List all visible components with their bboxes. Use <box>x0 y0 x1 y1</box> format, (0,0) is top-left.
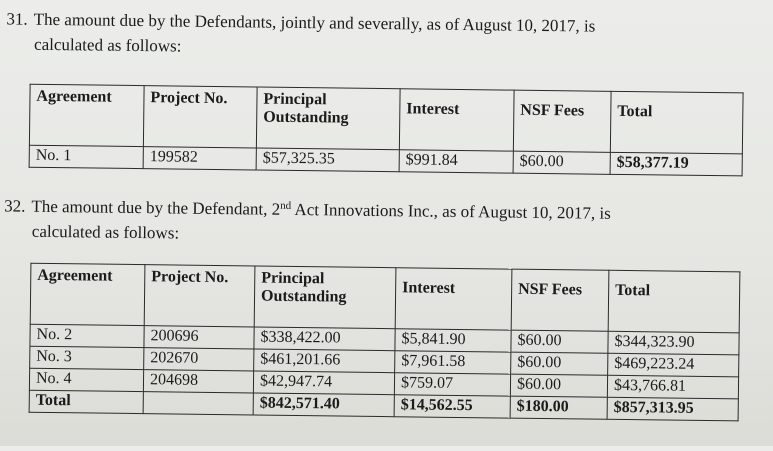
cell-project-no: 199582 <box>143 147 256 170</box>
column-header-nsf-fees: NSF Fees <box>513 90 611 152</box>
cell-agreement: No. 2 <box>30 324 144 347</box>
table-header-row <box>29 84 743 154</box>
cell-project-no: 200696 <box>144 326 254 349</box>
cell-interest: $991.84 <box>399 150 513 173</box>
column-header-agreement: Agreement <box>29 84 144 146</box>
cell-interest: $5,841.90 <box>395 329 511 352</box>
column-header-interest: Interest <box>395 268 512 330</box>
cell-nsf-fees-total: $180.00 <box>510 396 607 419</box>
paragraph-text-tail: Act Innovations Inc., as of August 10, 2017, is <box>291 199 611 223</box>
column-header-interest: Interest <box>399 89 514 151</box>
ordinal-suffix: nd <box>280 199 292 212</box>
paragraph-number: 32. <box>4 196 26 216</box>
cell-nsf-fees: $60.00 <box>510 374 607 397</box>
cell-principal-total: $842,571.40 <box>253 393 394 417</box>
amount-due-table-joint <box>29 84 744 177</box>
cell-principal: $57,325.35 <box>256 148 399 172</box>
paragraph-31 <box>6 6 596 63</box>
cell-nsf-fees: $60.00 <box>513 151 610 174</box>
cell-agreement: No. 1 <box>29 145 143 168</box>
column-header-project-no: Project No. <box>144 265 255 327</box>
cell-total: $58,377.19 <box>610 152 742 176</box>
column-header-total: Total <box>610 91 743 154</box>
cell-agreement: No. 4 <box>29 368 143 391</box>
paragraph-text: The amount due by the Defendant, 2 <box>31 196 281 219</box>
cell-interest-total: $14,562.55 <box>394 395 510 418</box>
column-header-nsf-fees: NSF Fees <box>511 269 609 331</box>
cell-project-no: 204698 <box>143 370 253 393</box>
table-header-row <box>30 263 740 333</box>
cell-principal: $338,422.00 <box>254 327 395 351</box>
paragraph-text-continued: calculated as follows: <box>31 221 180 243</box>
column-header-agreement: Agreement <box>30 263 145 325</box>
cell-project-no <box>143 392 253 415</box>
cell-total-label: Total <box>29 390 143 413</box>
cell-principal: $42,947.74 <box>253 371 394 395</box>
amount-due-table-2nd-act <box>29 263 741 422</box>
cell-interest: $7,961.58 <box>395 351 511 374</box>
cell-grand-total: $857,313.95 <box>607 397 738 421</box>
paragraph-32 <box>4 193 611 250</box>
cell-nsf-fees: $60.00 <box>511 330 608 353</box>
cell-nsf-fees: $60.00 <box>511 352 608 375</box>
column-header-project-no: Project No. <box>143 86 257 148</box>
column-header-principal: Principal Outstanding <box>254 266 396 329</box>
paragraph-text: The amount due by the Defendants, jointly and severally, as of August 10, 2017, is <box>33 9 596 36</box>
cell-agreement: No. 3 <box>30 346 144 369</box>
cell-total: $344,323.90 <box>608 331 739 355</box>
cell-project-no: 202670 <box>144 348 254 371</box>
cell-interest: $759.07 <box>394 373 510 396</box>
cell-total: $43,766.81 <box>607 375 738 399</box>
paragraph-number: 31. <box>6 9 28 29</box>
cell-total: $469,223.24 <box>608 353 739 377</box>
cell-principal: $461,201.66 <box>254 349 395 373</box>
column-header-principal: Principal Outstanding <box>256 87 400 150</box>
paragraph-text-continued: calculated as follows: <box>34 34 182 56</box>
column-header-total: Total <box>608 270 740 333</box>
